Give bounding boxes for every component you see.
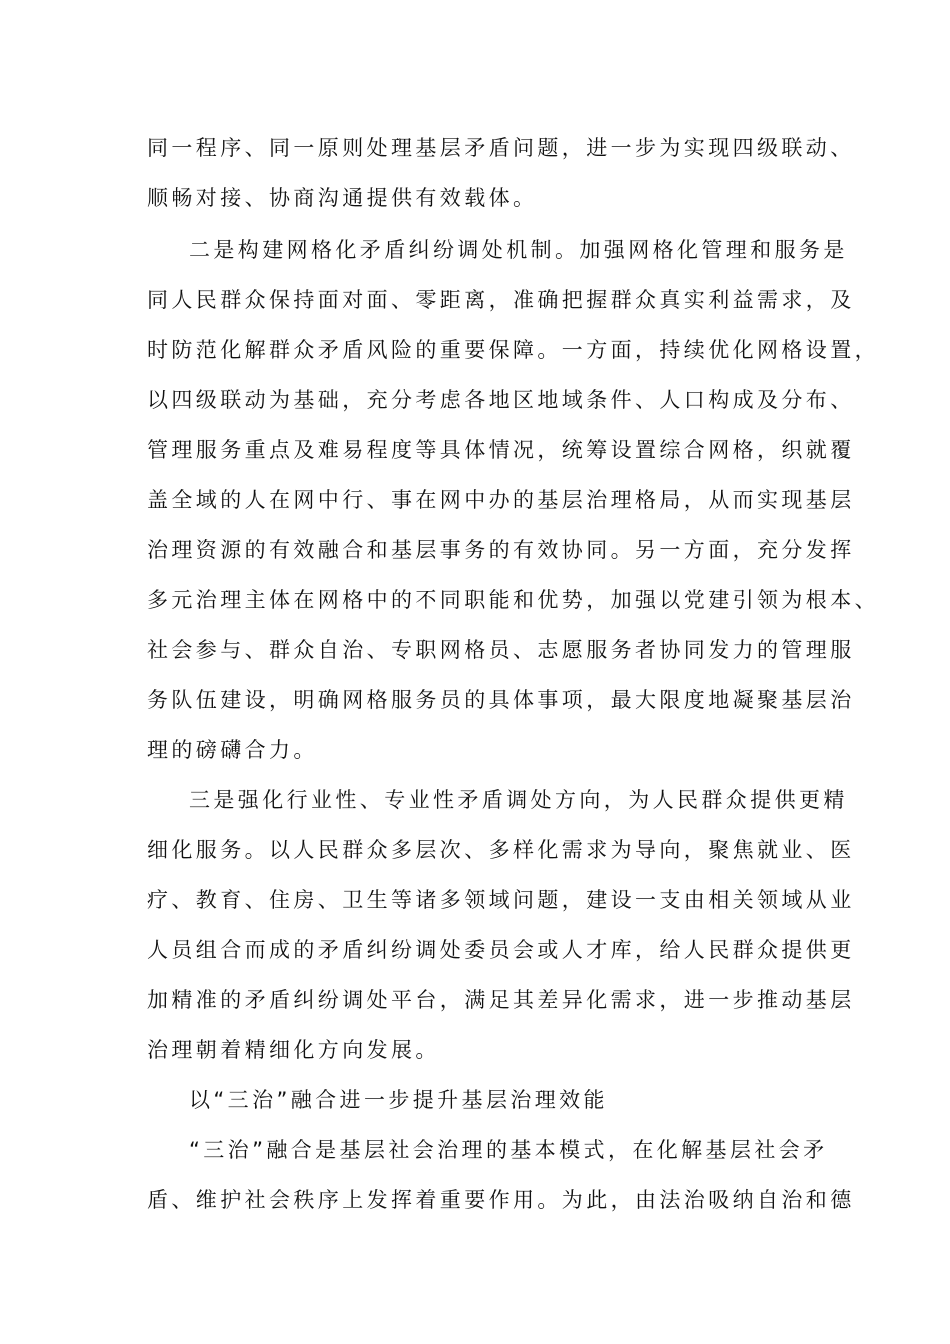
paragraph-start-line: 三是强化行业性、专业性矛盾调处方向，为人民群众提供更精 (189, 788, 848, 812)
text-line: 盖全域的人在网中行、事在网中办的基层治理格局，从而实现基层 (147, 488, 855, 512)
text-line: 同一程序、同一原则处理基层矛盾问题，进一步为实现四级联动、 (147, 136, 855, 160)
text-line: 时防范化解群众矛盾风险的重要保障。一方面，持续优化网格设置， (147, 338, 879, 362)
text-line: 同人民群众保持面对面、零距离，准确把握群众真实利益需求，及 (147, 288, 855, 312)
text-line: 治理朝着精细化方向发展。 (147, 1038, 440, 1062)
text-line: 以四级联动为基础，充分考虑各地区地域条件、人口构成及分布、 (147, 388, 855, 412)
section-heading: 以“三治”融合进一步提升基层治理效能 (189, 1088, 608, 1112)
text-line: 治理资源的有效融合和基层事务的有效协同。另一方面，充分发挥 (147, 538, 855, 562)
text-line: 多元治理主体在网格中的不同职能和优势，加强以党建引领为根本、 (147, 588, 879, 612)
text-line: 顺畅对接、协商沟通提供有效载体。 (147, 186, 538, 210)
text-line: 人员组合而成的矛盾纠纷调处委员会或人才库，给人民群众提供更 (147, 938, 855, 962)
text-line: 务队伍建设，明确网格服务员的具体事项，最大限度地凝聚基层治 (147, 688, 855, 712)
text-line: 加精准的矛盾纠纷调处平台，满足其差异化需求，进一步推动基层 (147, 988, 855, 1012)
text-line: 管理服务重点及难易程度等具体情况，统筹设置综合网格，织就覆 (147, 438, 855, 462)
paragraph-start-line: “三治”融合是基层社会治理的基本模式，在化解基层社会矛 (189, 1138, 828, 1162)
text-line: 理的磅礴合力。 (147, 738, 318, 762)
paragraph-start-line: 二是构建网格化矛盾纠纷调处机制。加强网格化管理和服务是 (189, 238, 848, 262)
text-line: 社会参与、群众自治、专职网格员、志愿服务者协同发力的管理服 (147, 638, 855, 662)
text-line: 细化服务。以人民群众多层次、多样化需求为导向，聚焦就业、医 (147, 838, 855, 862)
text-line: 疗、教育、住房、卫生等诸多领域问题，建设一支由相关领域从业 (147, 888, 855, 912)
text-line: 盾、维护社会秩序上发挥着重要作用。为此，由法治吸纳自治和德 (147, 1188, 855, 1212)
